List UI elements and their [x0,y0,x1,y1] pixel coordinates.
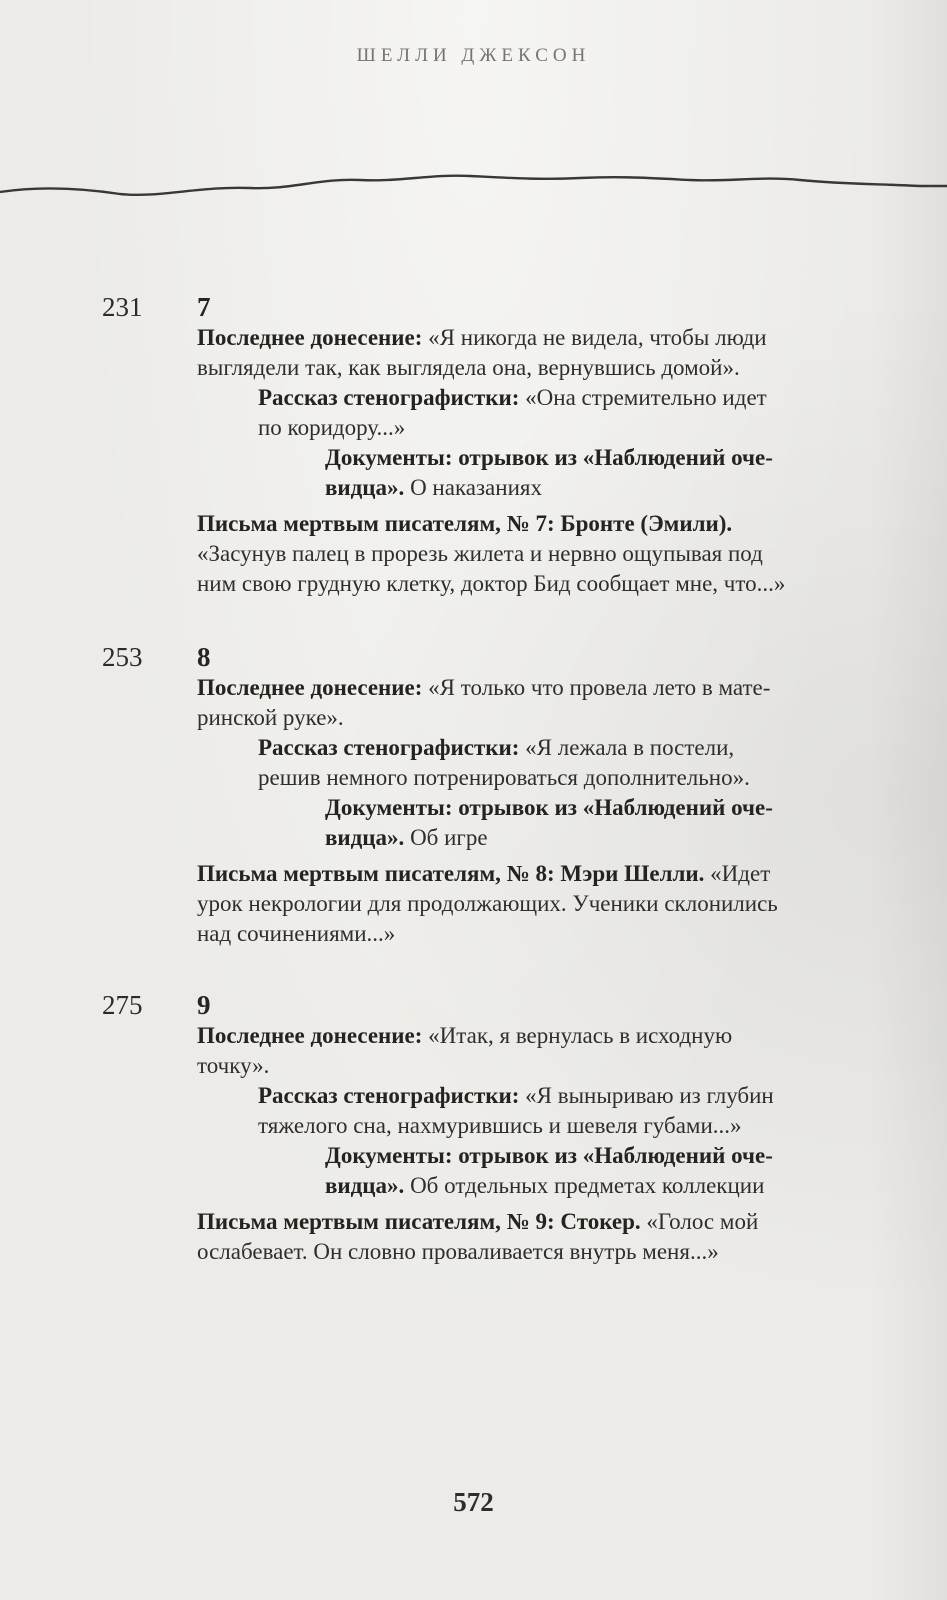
docs-label-end: видца». [325,475,405,500]
report-label: Последнее донесение: [197,675,423,700]
report-text: «Я никогда не видела, чтобы люди [422,325,767,350]
steno-text: «Я лежала в постели, [519,735,735,760]
letters-line-2: ослабевает. Он словно проваливается внутрь меня...» [197,1239,719,1264]
letters-line-3: над сочинениями...» [197,921,396,946]
docs-line-2 [325,822,488,853]
steno-label: Рассказ стенографистки: [258,1083,520,1108]
report-line-1 [197,1020,732,1051]
report-label: Последнее донесение: [197,325,423,350]
page-number: 253 [102,642,143,672]
letters-text: «Голос мой [640,1209,759,1234]
report-line-2: ринской руке». [197,705,344,730]
report-label: Последнее донесение: [197,1023,423,1048]
steno-line-2: по коридору...» [258,415,406,440]
steno-line-2: тяжелого сна, нахмурившись и шевеля губами...» [258,1113,742,1138]
wavy-divider [0,170,947,210]
steno-line-1 [258,382,767,413]
page-number: 275 [102,990,143,1020]
letters-label: Письма мертвым писателям, № 7: Бронте (Эмили). [197,511,733,536]
report-text: «Итак, я вернулась в исходную [422,1023,733,1048]
chapter-number: 7 [197,292,211,322]
docs-line-2 [325,472,542,503]
docs-line-1: Документы: отрывок из «Наблюдений оче- [325,1143,773,1168]
docs-label-end: видца». [325,1173,405,1198]
docs-label-end: видца». [325,825,405,850]
page-edge-shadow [867,0,947,1600]
chapter-number: 9 [197,990,211,1020]
docs-line-1: Документы: отрывок из «Наблюдений оче- [325,445,773,470]
letters-line-2: урок некрологии для продолжающих. Ученики склонились [197,891,778,916]
letters-line-1 [197,508,732,539]
report-text: «Я только что провела лето в мате- [422,675,771,700]
letters-label: Письма мертвым писателям, № 9: Стокер. [197,1209,641,1234]
steno-text: «Она стремительно идет [519,385,767,410]
report-line-2: выглядели так, как выглядела она, вернувшись домой». [197,355,740,380]
chapter-number: 8 [197,642,211,672]
steno-label: Рассказ стенографистки: [258,385,520,410]
docs-text: Об отдельных предметах коллекции [404,1173,765,1198]
steno-line-2: решив немного потренироваться дополнительно». [258,765,750,790]
report-line-1 [197,672,770,703]
page-number: 231 [102,292,143,322]
running-head: ШЕЛЛИ ДЖЕКСОН [356,45,591,66]
letters-text: «Идет [704,861,771,886]
docs-text: Об игре [404,825,488,850]
steno-text: «Я выныриваю из глубин [519,1083,774,1108]
report-line-2: точку». [197,1053,270,1078]
steno-line-1 [258,732,734,763]
letters-line-2: «Засунув палец в прорезь жилета и нервно ощупывая под [197,541,763,566]
docs-text: О наказаниях [404,475,542,500]
steno-line-1 [258,1080,774,1111]
letters-line-1 [197,1206,758,1237]
docs-line-1: Документы: отрывок из «Наблюдений оче- [325,795,773,820]
report-line-1 [197,322,767,353]
letters-label: Письма мертвым писателям, № 8: Мэри Шелли. [197,861,705,886]
steno-label: Рассказ стенографистки: [258,735,520,760]
letters-line-3: ним свою грудную клетку, доктор Бид сообщает мне, что...» [197,571,786,596]
page-folio-number: 572 [453,1487,494,1517]
docs-line-2 [325,1170,764,1201]
letters-line-1 [197,858,770,889]
